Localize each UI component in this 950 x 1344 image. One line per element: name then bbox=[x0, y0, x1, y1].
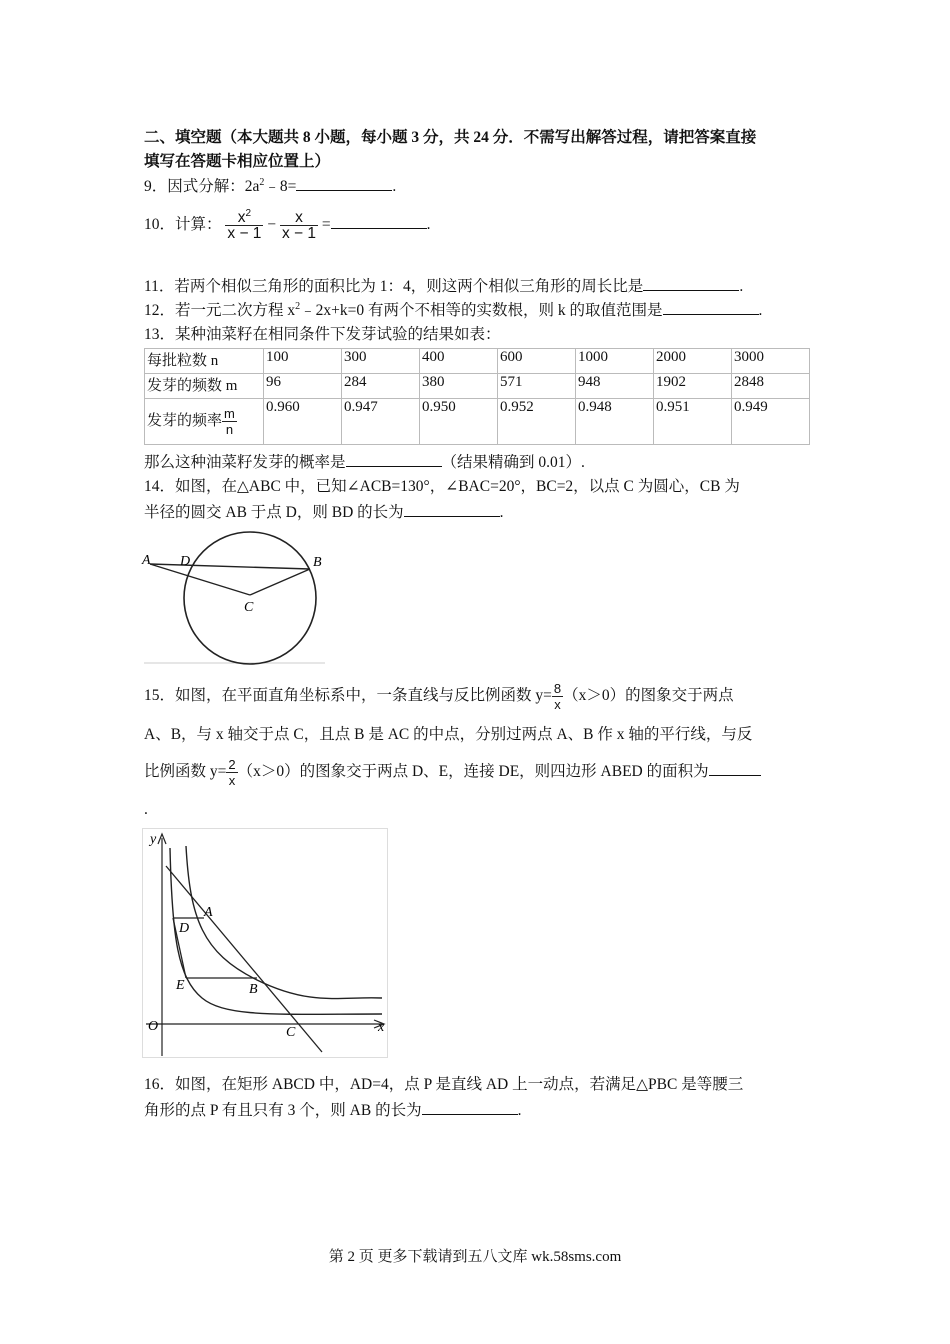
answer-blank bbox=[331, 214, 427, 229]
frac2-den: x − 1 bbox=[281, 224, 316, 242]
question-13-conclusion bbox=[144, 452, 585, 473]
label-c: C bbox=[286, 1025, 296, 1040]
q9-suffix: ﹣8= bbox=[264, 178, 297, 195]
q11-text: 11．若两个相似三角形的面积比为 1：4，则这两个相似三角形的周长比是 bbox=[144, 278, 644, 295]
q15-line3-prefix: 比例函数 y= bbox=[144, 763, 227, 780]
answer-blank bbox=[663, 300, 759, 315]
question-9 bbox=[144, 176, 396, 197]
label-o: O bbox=[148, 1019, 159, 1034]
table-row bbox=[145, 374, 810, 399]
question-15-line3 bbox=[144, 752, 761, 792]
table-cell: 600 bbox=[498, 349, 576, 374]
answer-blank bbox=[422, 1100, 518, 1115]
label-e: E bbox=[176, 978, 185, 993]
freq-label: 发芽的频率 bbox=[147, 412, 223, 429]
question-16-line1: 16．如图，在矩形 ABCD 中，AD=4，点 P 是直线 AD 上一动点，若满足△PBC 是等腰三 bbox=[144, 1076, 744, 1093]
table-cell: 571 bbox=[498, 374, 576, 399]
frac1-den: x − 1 bbox=[227, 224, 262, 242]
question-13-intro: 13．某种油菜籽在相同条件下发芽试验的结果如表： bbox=[144, 326, 501, 343]
table-cell: 100 bbox=[264, 349, 342, 374]
fraction-2-over-x bbox=[226, 757, 237, 788]
table-cell: 3000 bbox=[732, 349, 810, 374]
q15-frac1-num: 8 bbox=[553, 680, 562, 696]
label-x: x bbox=[378, 1020, 385, 1035]
coordinate-figure bbox=[142, 828, 390, 1060]
q9-sup: 2 bbox=[259, 177, 265, 188]
q15-line3-suffix: （x＞0）的图象交于两点 D、E，连接 DE，则四边形 ABED 的面积为 bbox=[237, 763, 709, 780]
row-label-m: 发芽的频数 m bbox=[145, 374, 264, 399]
curve-2-over-x bbox=[170, 848, 382, 1014]
segment-ab bbox=[150, 564, 310, 569]
segment-ac bbox=[150, 564, 250, 595]
answer-blank bbox=[296, 176, 392, 191]
q12-prefix: 12．若一元二次方程 x bbox=[144, 302, 296, 319]
fraction-2 bbox=[280, 210, 318, 241]
q12-sup: 2 bbox=[295, 301, 301, 312]
table-cell: 284 bbox=[342, 374, 420, 399]
question-14-line2 bbox=[144, 502, 504, 523]
table-row bbox=[145, 399, 810, 445]
q15-frac1-den: x bbox=[554, 696, 561, 712]
q15-line1-prefix: 15．如图，在平面直角坐标系中，一条直线与反比例函数 y= bbox=[144, 687, 552, 704]
answer-blank bbox=[404, 502, 500, 517]
table-cell: 300 bbox=[342, 349, 420, 374]
segment-cb bbox=[250, 569, 310, 595]
question-15-end: . bbox=[144, 801, 148, 818]
table-cell: 0.948 bbox=[576, 399, 654, 445]
frac1-sup: 2 bbox=[245, 207, 252, 219]
q12-end: . bbox=[758, 302, 763, 319]
q9-end: . bbox=[392, 178, 397, 195]
q13-conclusion-suffix: （结果精确到 0.01）. bbox=[441, 454, 585, 471]
q13-conclusion-prefix: 那么这种油菜籽发芽的概率是 bbox=[144, 454, 346, 471]
fraction-8-over-x bbox=[552, 681, 563, 712]
q14-line2-text: 半径的圆交 AB 于点 D，则 BD 的长为 bbox=[144, 504, 404, 521]
label-a: A bbox=[142, 553, 151, 568]
frac2-num: x bbox=[280, 210, 318, 226]
row-label-freq bbox=[145, 399, 264, 445]
table-cell: 400 bbox=[420, 349, 498, 374]
table-row bbox=[145, 349, 810, 374]
q15-frac2-den: x bbox=[228, 772, 236, 788]
question-11 bbox=[144, 276, 743, 297]
q12-suffix: ﹣2x+k=0 有两个不相等的实数根，则 k 的取值范围是 bbox=[300, 302, 663, 319]
answer-blank bbox=[643, 276, 739, 291]
table-cell: 0.947 bbox=[342, 399, 420, 445]
table-cell: 1902 bbox=[654, 374, 732, 399]
q9-prefix: 9．因式分解：2a bbox=[144, 178, 260, 195]
q10-suffix: = bbox=[321, 216, 331, 233]
q15-line1-suffix: （x＞0）的图象交于两点 bbox=[563, 687, 734, 704]
table-cell: 948 bbox=[576, 374, 654, 399]
answer-blank bbox=[709, 761, 761, 776]
q10-end: . bbox=[426, 216, 431, 233]
germination-table bbox=[144, 348, 810, 445]
circle-figure bbox=[140, 528, 330, 668]
table-cell: 96 bbox=[264, 374, 342, 399]
q11-end: . bbox=[739, 278, 744, 295]
question-12 bbox=[144, 300, 762, 321]
table-cell: 1000 bbox=[576, 349, 654, 374]
label-a: A bbox=[204, 905, 213, 920]
q16-line2-text: 角形的点 P 有且只有 3 个，则 AB 的长为 bbox=[144, 1102, 422, 1119]
question-15-line1 bbox=[144, 676, 734, 716]
q15-frac2-num: 2 bbox=[228, 756, 236, 772]
frac1-num: x bbox=[237, 208, 246, 226]
minus-sign: − bbox=[267, 216, 277, 233]
table-cell: 0.952 bbox=[498, 399, 576, 445]
question-14-line1: 14．如图，在△ABC 中，已知∠ACB=130°，∠BAC=20°，BC=2，以点 C 为圆心，CB 为 bbox=[144, 478, 740, 495]
q14-end: . bbox=[499, 504, 504, 521]
freq-frac-num: m bbox=[224, 406, 235, 421]
curve-8-over-x bbox=[186, 846, 382, 999]
table-cell: 380 bbox=[420, 374, 498, 399]
question-15-line2: A、B，与 x 轴交于点 C，且点 B 是 AC 的中点，分别过两点 A、B 作 x 轴的平行线，与反 bbox=[144, 726, 753, 743]
label-b: B bbox=[249, 982, 258, 997]
section-title-line1: 二、填空题（本大题共 8 小题，每小题 3 分，共 24 分．不需写出解答过程，请把答案直接 bbox=[144, 129, 757, 146]
label-c: C bbox=[244, 600, 254, 615]
question-10 bbox=[144, 200, 430, 250]
row-label-n: 每批粒数 n bbox=[145, 349, 264, 374]
freq-fraction bbox=[222, 406, 237, 437]
table-cell: 2848 bbox=[732, 374, 810, 399]
label-d: D bbox=[179, 921, 190, 936]
label-y: y bbox=[150, 832, 157, 847]
circle-c bbox=[184, 532, 316, 664]
figure-frame bbox=[143, 829, 388, 1058]
q10-prefix: 10．计算： bbox=[144, 216, 222, 233]
answer-blank bbox=[346, 452, 442, 467]
fraction-1 bbox=[225, 207, 263, 242]
table-cell: 0.950 bbox=[420, 399, 498, 445]
label-d: D bbox=[180, 554, 191, 569]
q16-end: . bbox=[517, 1102, 522, 1119]
table-cell: 2000 bbox=[654, 349, 732, 374]
page-footer: 第 2 页 更多下载请到五八文库 wk.58sms.com bbox=[328, 1249, 622, 1265]
freq-frac-den: n bbox=[225, 422, 234, 437]
table-cell: 0.949 bbox=[732, 399, 810, 445]
table-cell: 0.951 bbox=[654, 399, 732, 445]
question-16-line2 bbox=[144, 1100, 521, 1121]
table-cell: 0.960 bbox=[264, 399, 342, 445]
label-b: B bbox=[313, 555, 322, 570]
section-title-line2: 填写在答题卡相应位置上） bbox=[144, 153, 331, 170]
